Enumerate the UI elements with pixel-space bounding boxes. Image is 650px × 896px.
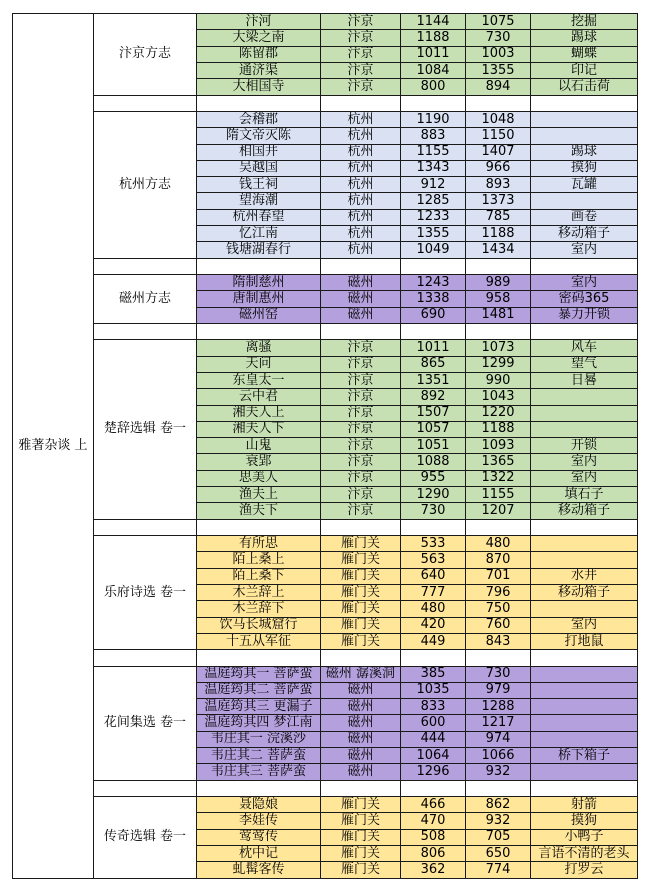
- location-cell: 杭州: [321, 209, 401, 225]
- note-cell: 暴力开锁: [531, 307, 638, 323]
- note-cell: [531, 715, 638, 731]
- empty-cell: [466, 323, 531, 339]
- title-cell: 大梁之南: [197, 30, 321, 46]
- empty-cell: [321, 780, 401, 796]
- location-cell: 雁门关: [321, 862, 401, 878]
- number-b-cell: 730: [466, 666, 531, 682]
- empty-cell: [197, 780, 321, 796]
- number-a-cell: 1290: [401, 487, 466, 503]
- number-b-cell: 730: [466, 30, 531, 46]
- title-cell: 隋文帝灭陈: [197, 128, 321, 144]
- note-cell: 望气: [531, 356, 638, 372]
- number-a-cell: 1296: [401, 764, 466, 780]
- number-b-cell: 705: [466, 829, 531, 845]
- table-row: [13, 340, 638, 356]
- title-cell: 枕中记: [197, 845, 321, 861]
- note-cell: [531, 699, 638, 715]
- number-b-cell: 932: [466, 764, 531, 780]
- volume-title: 雅著杂谈 上: [13, 14, 94, 879]
- title-cell: 李娃传: [197, 813, 321, 829]
- location-cell: 杭州: [321, 144, 401, 160]
- empty-cell: [94, 650, 197, 666]
- group-label: 磁州方志: [94, 275, 197, 324]
- note-cell: 室内: [531, 242, 638, 258]
- location-cell: 杭州: [321, 111, 401, 127]
- location-cell: 雁门关: [321, 552, 401, 568]
- note-cell: 日晷: [531, 372, 638, 388]
- number-b-cell: 958: [466, 291, 531, 307]
- number-b-cell: 1220: [466, 405, 531, 421]
- location-cell: 汴京: [321, 470, 401, 486]
- location-cell: 汴京: [321, 30, 401, 46]
- note-cell: 印记: [531, 62, 638, 78]
- number-b-cell: 894: [466, 79, 531, 95]
- empty-cell: [466, 95, 531, 111]
- number-b-cell: 1066: [466, 748, 531, 764]
- location-cell: 磁州: [321, 748, 401, 764]
- group-label: 杭州方志: [94, 111, 197, 258]
- note-cell: [531, 666, 638, 682]
- location-cell: 雁门关: [321, 813, 401, 829]
- title-cell: 虬髯客传: [197, 862, 321, 878]
- empty-cell: [321, 258, 401, 274]
- note-cell: 摸狗: [531, 813, 638, 829]
- number-b-cell: 1093: [466, 438, 531, 454]
- note-cell: 画卷: [531, 209, 638, 225]
- number-b-cell: 1373: [466, 193, 531, 209]
- note-cell: 室内: [531, 617, 638, 633]
- location-cell: 雁门关: [321, 584, 401, 600]
- number-b-cell: 1207: [466, 503, 531, 519]
- location-cell: 汴京: [321, 340, 401, 356]
- number-b-cell: 1355: [466, 62, 531, 78]
- title-cell: 韦庄其二 菩萨蛮: [197, 748, 321, 764]
- title-cell: 云中君: [197, 389, 321, 405]
- note-cell: [531, 193, 638, 209]
- spacer-row: [13, 650, 638, 666]
- number-b-cell: 870: [466, 552, 531, 568]
- number-b-cell: 701: [466, 568, 531, 584]
- number-a-cell: 640: [401, 568, 466, 584]
- note-cell: 室内: [531, 470, 638, 486]
- number-a-cell: 420: [401, 617, 466, 633]
- number-a-cell: 730: [401, 503, 466, 519]
- empty-cell: [197, 95, 321, 111]
- number-b-cell: 750: [466, 601, 531, 617]
- note-cell: 瓦罐: [531, 177, 638, 193]
- empty-cell: [466, 519, 531, 535]
- location-cell: 汴京: [321, 372, 401, 388]
- title-cell: 衰郢: [197, 454, 321, 470]
- note-cell: 踢球: [531, 30, 638, 46]
- number-a-cell: 1051: [401, 438, 466, 454]
- empty-cell: [531, 780, 638, 796]
- number-a-cell: 480: [401, 601, 466, 617]
- location-cell: 雁门关: [321, 845, 401, 861]
- table-row: [13, 797, 638, 813]
- note-cell: [531, 405, 638, 421]
- location-cell: 汴京: [321, 356, 401, 372]
- number-a-cell: 1343: [401, 160, 466, 176]
- empty-cell: [197, 323, 321, 339]
- title-cell: 木兰辞上: [197, 584, 321, 600]
- title-cell: 通济渠: [197, 62, 321, 78]
- note-cell: 移动箱子: [531, 226, 638, 242]
- note-cell: 水井: [531, 568, 638, 584]
- number-a-cell: 955: [401, 470, 466, 486]
- empty-cell: [401, 650, 466, 666]
- note-cell: 室内: [531, 275, 638, 291]
- number-a-cell: 690: [401, 307, 466, 323]
- number-b-cell: 1155: [466, 487, 531, 503]
- note-cell: 密码365: [531, 291, 638, 307]
- group-label: 乐府诗选 卷一: [94, 536, 197, 650]
- number-a-cell: 508: [401, 829, 466, 845]
- empty-cell: [531, 258, 638, 274]
- empty-cell: [321, 95, 401, 111]
- title-cell: 大相国寺: [197, 79, 321, 95]
- number-b-cell: 1003: [466, 46, 531, 62]
- location-cell: 雁门关: [321, 601, 401, 617]
- table-row: [13, 275, 638, 291]
- number-a-cell: 1011: [401, 340, 466, 356]
- note-cell: 以石击荷: [531, 79, 638, 95]
- note-cell: [531, 389, 638, 405]
- title-cell: 陌上桑上: [197, 552, 321, 568]
- number-b-cell: 966: [466, 160, 531, 176]
- location-cell: 汴京: [321, 487, 401, 503]
- number-b-cell: 1407: [466, 144, 531, 160]
- title-cell: 思美人: [197, 470, 321, 486]
- empty-cell: [401, 95, 466, 111]
- location-cell: 磁州: [321, 699, 401, 715]
- empty-cell: [466, 258, 531, 274]
- title-cell: 莺莺传: [197, 829, 321, 845]
- number-a-cell: 1243: [401, 275, 466, 291]
- number-b-cell: 1299: [466, 356, 531, 372]
- number-b-cell: 480: [466, 536, 531, 552]
- number-b-cell: 785: [466, 209, 531, 225]
- title-cell: 陌上桑下: [197, 568, 321, 584]
- title-cell: 湘夫人上: [197, 405, 321, 421]
- location-cell: 磁州: [321, 307, 401, 323]
- location-cell: 汴京: [321, 14, 401, 30]
- title-cell: 山鬼: [197, 438, 321, 454]
- number-a-cell: 466: [401, 797, 466, 813]
- table-row: [13, 111, 638, 127]
- title-cell: 会稽郡: [197, 111, 321, 127]
- title-cell: 温庭筠其一 菩萨蛮: [197, 666, 321, 682]
- number-a-cell: 1285: [401, 193, 466, 209]
- number-a-cell: 470: [401, 813, 466, 829]
- note-cell: [531, 536, 638, 552]
- number-b-cell: 774: [466, 862, 531, 878]
- table-row: [13, 536, 638, 552]
- number-a-cell: 1507: [401, 405, 466, 421]
- note-cell: 打地鼠: [531, 633, 638, 649]
- location-cell: 汴京: [321, 46, 401, 62]
- number-a-cell: 1035: [401, 682, 466, 698]
- title-cell: 钱塘湖春行: [197, 242, 321, 258]
- table-body: [13, 14, 638, 879]
- empty-cell: [531, 650, 638, 666]
- note-cell: [531, 552, 638, 568]
- empty-cell: [531, 519, 638, 535]
- number-b-cell: 1073: [466, 340, 531, 356]
- number-a-cell: 1088: [401, 454, 466, 470]
- empty-cell: [401, 519, 466, 535]
- number-a-cell: 1144: [401, 14, 466, 30]
- number-b-cell: 760: [466, 617, 531, 633]
- title-cell: 杭州春望: [197, 209, 321, 225]
- note-cell: [531, 111, 638, 127]
- note-cell: 言语不清的老头: [531, 845, 638, 861]
- empty-cell: [401, 258, 466, 274]
- number-b-cell: 989: [466, 275, 531, 291]
- number-a-cell: 865: [401, 356, 466, 372]
- title-cell: 渔夫上: [197, 487, 321, 503]
- location-cell: 雁门关: [321, 536, 401, 552]
- group-label: 楚辞选辑 卷一: [94, 340, 197, 519]
- title-cell: 韦庄其三 菩萨蛮: [197, 764, 321, 780]
- title-cell: 汴河: [197, 14, 321, 30]
- number-a-cell: 1049: [401, 242, 466, 258]
- location-cell: 磁州: [321, 715, 401, 731]
- number-a-cell: 444: [401, 731, 466, 747]
- note-cell: 踢球: [531, 144, 638, 160]
- empty-cell: [197, 519, 321, 535]
- note-cell: [531, 682, 638, 698]
- empty-cell: [94, 323, 197, 339]
- note-cell: [531, 731, 638, 747]
- spacer-row: [13, 258, 638, 274]
- note-cell: 风车: [531, 340, 638, 356]
- location-cell: 汴京: [321, 503, 401, 519]
- title-cell: 磁州窑: [197, 307, 321, 323]
- location-cell: 雁门关: [321, 617, 401, 633]
- number-b-cell: 650: [466, 845, 531, 861]
- number-b-cell: 1043: [466, 389, 531, 405]
- number-a-cell: 800: [401, 79, 466, 95]
- title-cell: 陈留郡: [197, 46, 321, 62]
- title-cell: 唐制惠州: [197, 291, 321, 307]
- spacer-row: [13, 780, 638, 796]
- location-cell: 杭州: [321, 177, 401, 193]
- title-cell: 渔夫下: [197, 503, 321, 519]
- note-cell: 移动箱子: [531, 584, 638, 600]
- title-cell: 温庭筠其二 菩萨蛮: [197, 682, 321, 698]
- spacer-row: [13, 95, 638, 111]
- title-cell: 有所思: [197, 536, 321, 552]
- spacer-row: [13, 519, 638, 535]
- note-cell: 小鸭子: [531, 829, 638, 845]
- number-b-cell: 796: [466, 584, 531, 600]
- location-cell: 磁州: [321, 291, 401, 307]
- group-label: 汴京方志: [94, 14, 197, 96]
- number-a-cell: 892: [401, 389, 466, 405]
- number-a-cell: 1188: [401, 30, 466, 46]
- number-a-cell: 362: [401, 862, 466, 878]
- location-cell: 雁门关: [321, 568, 401, 584]
- number-b-cell: 1288: [466, 699, 531, 715]
- number-a-cell: 833: [401, 699, 466, 715]
- empty-cell: [94, 780, 197, 796]
- location-cell: 磁州: [321, 731, 401, 747]
- location-cell: 磁州 潺溪洞: [321, 666, 401, 682]
- number-a-cell: 1190: [401, 111, 466, 127]
- title-cell: 饮马长城窟行: [197, 617, 321, 633]
- title-cell: 聂隐娘: [197, 797, 321, 813]
- number-b-cell: 1048: [466, 111, 531, 127]
- number-b-cell: 1217: [466, 715, 531, 731]
- note-cell: [531, 764, 638, 780]
- empty-cell: [94, 519, 197, 535]
- title-cell: 离骚: [197, 340, 321, 356]
- location-cell: 杭州: [321, 226, 401, 242]
- number-a-cell: 912: [401, 177, 466, 193]
- title-cell: 望海潮: [197, 193, 321, 209]
- location-cell: 汴京: [321, 389, 401, 405]
- title-cell: 温庭筠其三 更漏子: [197, 699, 321, 715]
- group-label: 花间集选 卷一: [94, 666, 197, 780]
- title-cell: 韦庄其一 浣溪沙: [197, 731, 321, 747]
- location-cell: 雁门关: [321, 829, 401, 845]
- number-b-cell: 1150: [466, 128, 531, 144]
- table-row: [13, 666, 638, 682]
- number-b-cell: 893: [466, 177, 531, 193]
- note-cell: 开锁: [531, 438, 638, 454]
- note-cell: 摸狗: [531, 160, 638, 176]
- location-cell: 杭州: [321, 160, 401, 176]
- title-cell: 相国井: [197, 144, 321, 160]
- note-cell: 移动箱子: [531, 503, 638, 519]
- location-cell: 磁州: [321, 275, 401, 291]
- number-b-cell: 979: [466, 682, 531, 698]
- number-b-cell: 974: [466, 731, 531, 747]
- empty-cell: [321, 519, 401, 535]
- location-cell: 磁州: [321, 682, 401, 698]
- number-a-cell: 1064: [401, 748, 466, 764]
- empty-cell: [531, 323, 638, 339]
- empty-cell: [94, 258, 197, 274]
- number-a-cell: 1351: [401, 372, 466, 388]
- title-cell: 东皇太一: [197, 372, 321, 388]
- data-table: [12, 13, 638, 879]
- number-a-cell: 533: [401, 536, 466, 552]
- empty-cell: [321, 323, 401, 339]
- number-a-cell: 777: [401, 584, 466, 600]
- number-a-cell: 385: [401, 666, 466, 682]
- number-b-cell: 990: [466, 372, 531, 388]
- location-cell: 杭州: [321, 242, 401, 258]
- note-cell: [531, 421, 638, 437]
- table-row: [13, 14, 638, 30]
- title-cell: 十五从军征: [197, 633, 321, 649]
- title-cell: 温庭筠其四 梦江南: [197, 715, 321, 731]
- note-cell: 桥下箱子: [531, 748, 638, 764]
- group-label: 传奇选辑 卷一: [94, 797, 197, 879]
- location-cell: 汴京: [321, 438, 401, 454]
- title-cell: 忆江南: [197, 226, 321, 242]
- title-cell: 湘夫人下: [197, 421, 321, 437]
- title-cell: 吴越国: [197, 160, 321, 176]
- number-a-cell: 1057: [401, 421, 466, 437]
- title-cell: 钱王祠: [197, 177, 321, 193]
- number-b-cell: 1188: [466, 226, 531, 242]
- location-cell: 汴京: [321, 62, 401, 78]
- empty-cell: [466, 780, 531, 796]
- note-cell: 室内: [531, 454, 638, 470]
- number-a-cell: 1233: [401, 209, 466, 225]
- location-cell: 汴京: [321, 421, 401, 437]
- number-a-cell: 806: [401, 845, 466, 861]
- spacer-row: [13, 323, 638, 339]
- location-cell: 杭州: [321, 193, 401, 209]
- note-cell: [531, 128, 638, 144]
- location-cell: 杭州: [321, 128, 401, 144]
- note-cell: 蝴蝶: [531, 46, 638, 62]
- location-cell: 汴京: [321, 454, 401, 470]
- location-cell: 磁州: [321, 764, 401, 780]
- title-cell: 隋制慈州: [197, 275, 321, 291]
- number-b-cell: 1365: [466, 454, 531, 470]
- empty-cell: [197, 650, 321, 666]
- number-a-cell: 1355: [401, 226, 466, 242]
- number-a-cell: 1011: [401, 46, 466, 62]
- location-cell: 雁门关: [321, 633, 401, 649]
- number-a-cell: 1155: [401, 144, 466, 160]
- empty-cell: [401, 323, 466, 339]
- number-b-cell: 1481: [466, 307, 531, 323]
- location-cell: 汴京: [321, 79, 401, 95]
- number-b-cell: 932: [466, 813, 531, 829]
- empty-cell: [94, 95, 197, 111]
- location-cell: 汴京: [321, 405, 401, 421]
- location-cell: 雁门关: [321, 797, 401, 813]
- number-b-cell: 1322: [466, 470, 531, 486]
- empty-cell: [197, 258, 321, 274]
- note-cell: 挖掘: [531, 14, 638, 30]
- number-a-cell: 600: [401, 715, 466, 731]
- number-a-cell: 1084: [401, 62, 466, 78]
- number-b-cell: 843: [466, 633, 531, 649]
- empty-cell: [466, 650, 531, 666]
- number-b-cell: 1434: [466, 242, 531, 258]
- number-a-cell: 563: [401, 552, 466, 568]
- number-a-cell: 449: [401, 633, 466, 649]
- empty-cell: [401, 780, 466, 796]
- note-cell: 填石子: [531, 487, 638, 503]
- title-cell: 天问: [197, 356, 321, 372]
- empty-cell: [321, 650, 401, 666]
- empty-cell: [531, 95, 638, 111]
- number-b-cell: 1075: [466, 14, 531, 30]
- number-b-cell: 862: [466, 797, 531, 813]
- number-b-cell: 1188: [466, 421, 531, 437]
- title-cell: 木兰辞下: [197, 601, 321, 617]
- number-a-cell: 1338: [401, 291, 466, 307]
- note-cell: 打罗云: [531, 862, 638, 878]
- note-cell: [531, 601, 638, 617]
- note-cell: 射箭: [531, 797, 638, 813]
- number-a-cell: 883: [401, 128, 466, 144]
